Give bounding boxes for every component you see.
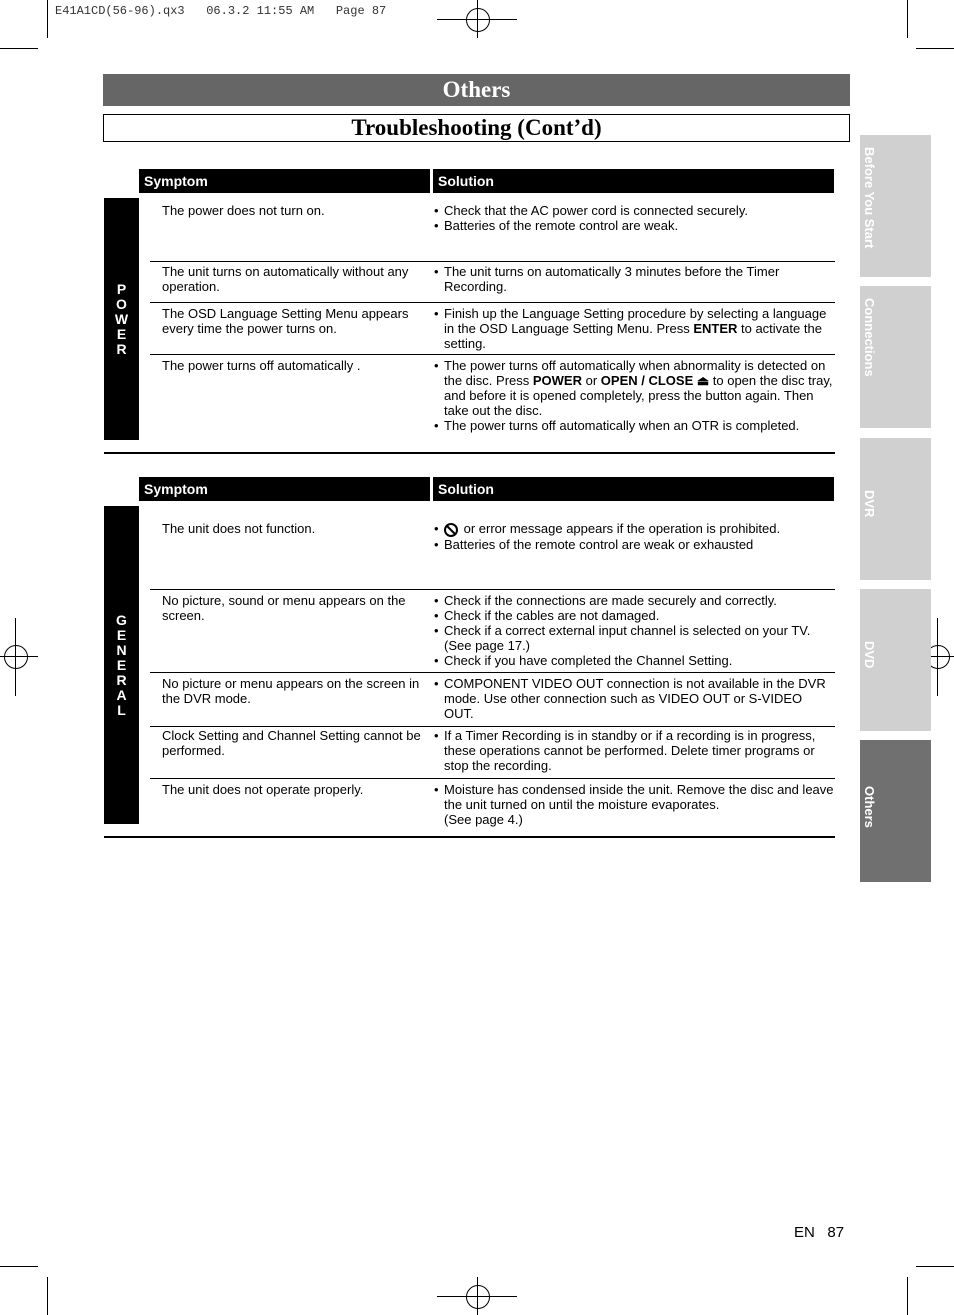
- row-divider: [150, 672, 835, 673]
- section-divider: [104, 452, 835, 454]
- tab-label: DVD: [862, 641, 877, 669]
- symptom-header: Symptom: [139, 169, 430, 193]
- tab-label: DVR: [862, 490, 877, 518]
- table-row: [150, 728, 835, 776]
- symptom-text: No picture, sound or menu appears on the screen.: [162, 593, 406, 623]
- symptom-text: No picture or menu appears on the screen in the DVR mode.: [162, 676, 420, 706]
- solution-header: Solution: [433, 169, 834, 193]
- symptom-text: The unit turns on automatically without any operation.: [162, 264, 409, 294]
- crop-mark: [916, 1266, 954, 1267]
- solution-text: • or error message appears if the operation is prohibited. • Batteries of the remote control are weak or exhausted: [434, 521, 781, 552]
- row-divider: [150, 354, 835, 355]
- row-divider: [150, 589, 835, 590]
- tab-dvd[interactable]: [860, 589, 931, 731]
- page-title: Troubleshooting (Cont’d): [103, 114, 850, 142]
- tab-others[interactable]: [860, 740, 931, 882]
- crop-mark: [0, 48, 38, 49]
- general-category-label: G E N E R A L: [104, 506, 139, 824]
- crop-mark: [47, 0, 48, 38]
- tab-before-you-start[interactable]: [860, 135, 931, 277]
- solution-text: • Check that the AC power cord is connected securely. • Batteries of the remote control are weak.: [434, 203, 748, 233]
- solution-text: • COMPONENT VIDEO OUT connection is not available in the DVR mode. Use other connection such as VIDEO OUT or S-VIDEO OUT.: [434, 676, 826, 721]
- symptom-text: The power turns off automatically .: [162, 358, 361, 373]
- print-slug: E41A1CD(56-96).qx3 06.3.2 11:55 AM Page 87: [55, 4, 387, 18]
- power-category-label: P O W E R: [104, 198, 139, 440]
- solution-header: Solution: [433, 477, 834, 501]
- section-divider: [104, 836, 835, 838]
- crop-mark: [907, 1277, 908, 1315]
- table-row: [150, 264, 835, 304]
- row-divider: [150, 261, 835, 262]
- table-row: [150, 358, 835, 438]
- symptom-text: The OSD Language Setting Menu appears every time the power turns on.: [162, 306, 409, 336]
- solution-text: • If a Timer Recording is in standby or if a recording is in progress, these operations cannot be performed. Delete timer programs or stop the recording.: [434, 728, 816, 773]
- crop-mark: [0, 1266, 38, 1267]
- tab-label: Connections: [862, 298, 877, 377]
- symptom-text: The power does not turn on.: [162, 203, 325, 218]
- table-row: [150, 676, 835, 724]
- table-row: [150, 203, 835, 261]
- section-title: Others: [103, 74, 850, 106]
- solution-text: • The unit turns on automatically 3 minutes before the Timer Recording.: [434, 264, 780, 294]
- row-divider: [150, 778, 835, 779]
- symptom-text: The unit does not operate properly.: [162, 782, 364, 797]
- tab-label: Others: [862, 786, 877, 828]
- table-row: [150, 782, 835, 832]
- symptom-header: Symptom: [139, 477, 430, 501]
- row-divider: [150, 302, 835, 303]
- crop-mark: [907, 0, 908, 38]
- solution-text: • Finish up the Language Setting procedure by selecting a language in the OSD Language Setting Menu. Press ENTER to activate the setting.: [434, 306, 827, 351]
- table-row: [150, 593, 835, 671]
- solution-text: • The power turns off automatically when abnormality is detected on the disc. Press POWER or OPEN / CLOSE ⏏ to open the disc tray, and before it is opened completely, press the button again. Then take out the disc. • The power turns off automatically when an OTR is completed.: [434, 358, 833, 433]
- table-row: [150, 521, 835, 587]
- crop-mark: [47, 1277, 48, 1315]
- crop-mark: [916, 48, 954, 49]
- solution-text: • Check if the connections are made securely and correctly. • Check if the cables are not damaged. • Check if a correct external input channel is selected on your TV. (See page 17.) • Check if you have completed the Channel Setting.: [434, 593, 811, 668]
- solution-text: • Moisture has condensed inside the unit. Remove the disc and leave the unit turned on until the moisture evaporates. (See page 4.): [434, 782, 834, 827]
- symptom-text: The unit does not function.: [162, 521, 316, 536]
- symptom-text: Clock Setting and Channel Setting cannot be performed.: [162, 728, 421, 758]
- tab-connections[interactable]: [860, 286, 931, 428]
- table-row: [150, 306, 835, 352]
- row-divider: [150, 726, 835, 727]
- tab-dvr[interactable]: [860, 438, 931, 580]
- prohibited-icon: [444, 523, 458, 537]
- tab-label: Before You Start: [862, 147, 877, 249]
- page-number: EN 87: [794, 1224, 845, 1241]
